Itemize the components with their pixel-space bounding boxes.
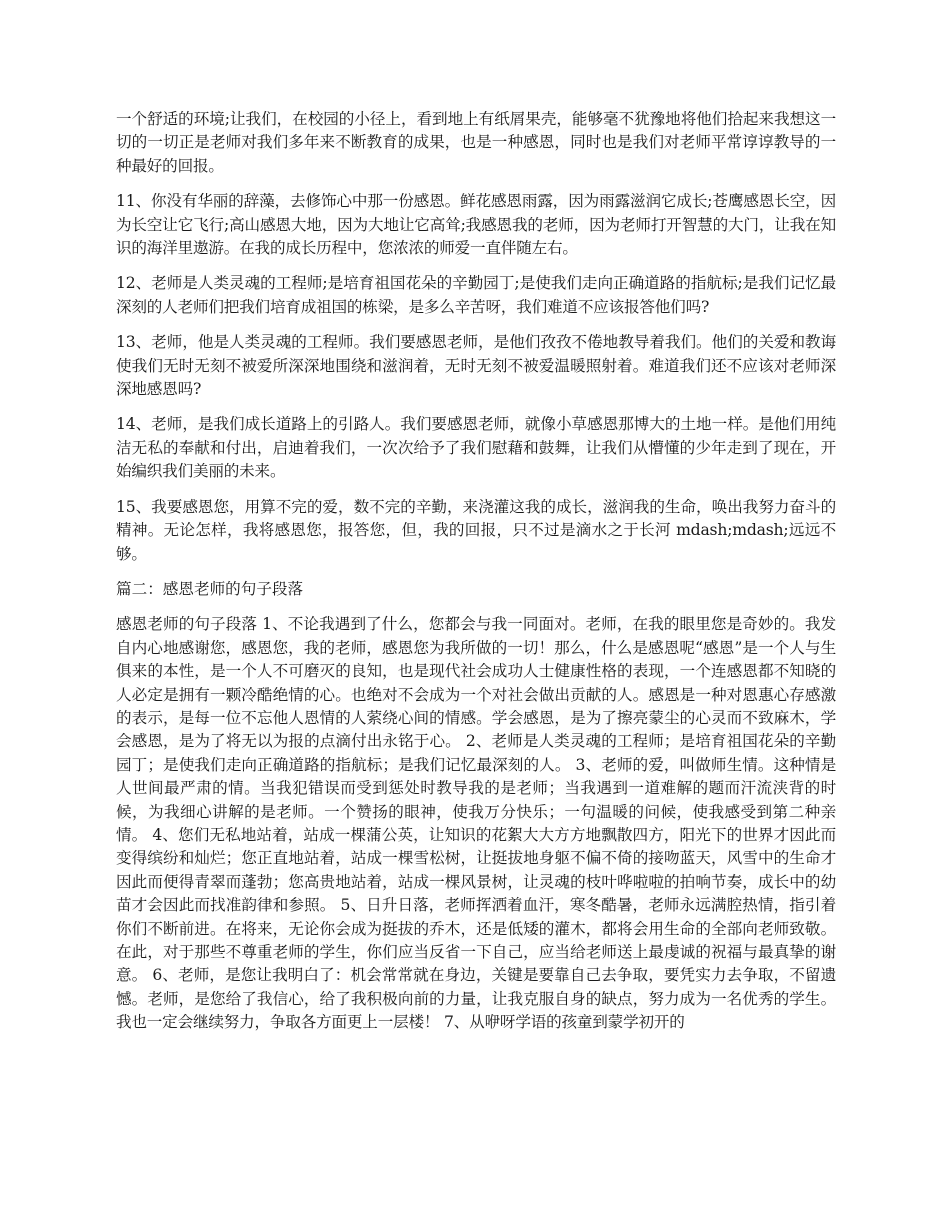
- section-heading: 篇二：感恩老师的句子段落: [116, 579, 304, 598]
- paragraph-12: 12、老师是人类灵魂的工程师;是培育祖国花朵的辛勤园丁;是使我们走向正确道路的指航标;是我们记忆最深刻的人老师们把我们培育成祖国的栋梁，是多么辛苦呀，我们难道不应该报答他们吗?: [116, 274, 836, 316]
- paragraph-intro: 一个舒适的环境;让我们，在校园的小径上，看到地上有纸屑果壳，能够毫不犹豫地将他们拾起来我想这一切的一切正是老师对我们多年来不断教育的成果，也是一种感恩，同时也是我们对老师平常谆谆教导的一种最好的回报。: [116, 110, 836, 175]
- paragraph-13: 13、老师，他是人类灵魂的工程师。我们要感恩老师，是他们孜孜不倦地教导着我们。他们的关爱和教诲使我们无时无刻不被爱所深深地围绕和滋润着，无时无刻不被爱温暖照射着。难道我们还不应该对老师深深地感恩吗?: [116, 333, 836, 399]
- document-page: [116, 108, 836, 1047]
- section-body: 感恩老师的句子段落 1、不论我遇到了什么，您都会与我一同面对。老师，在我的眼里您是奇妙的。我发自内心地感谢您，感恩您，我的老师，感恩您为我所做的一切！那么，什么是感恩呢“感恩”是一个人与生俱来的本性，是一个人不可磨灭的良知，也是现代社会成功人士健康性格的表现，一个连感恩都不知晓的人必定是拥有一颗冷酷绝情的心。也绝对不会成为一个对社会做出贡献的人。感恩是一种对恩惠心存感激的表示，是每一位不忘他人恩情的人萦绕心间的情感。学会感恩，是为了擦亮蒙尘的心灵而不致麻木，学会感恩，是为了将无以为报的点滴付出永铭于心。 2、老师是人类灵魂的工程师；是培育祖国花朵的辛勤园丁；是使我们走向正确道路的指航标；是我们记忆最深刻的人。 3、老师的爱，叫做师生情。这种情是人世间最严肃的情。当我犯错误而受到惩处时教导我的是老师；当我遇到一道难解的题而汗流浃背的时候，为我细心讲解的是老师。一个赞扬的眼神，使我万分快乐；一句温暖的问候，使我感受到第二种亲情。 4、您们无私地站着，站成一棵蒲公英，让知识的花絮大大方方地飘散四方，阳光下的世界才因此而变得缤纷和灿烂；您正直地站着，站成一棵雪松树，让挺拔地身躯不偏不倚的接吻蓝天，风雪中的生命才因此而便得青翠而蓬勃；您高贵地站着，站成一棵风景树，让灵魂的枝叶哗啦啦的拍响节奏，成长中的幼苗才会因此而找准韵律和参照。 5、日升日落，老师挥洒着血汗，寒冬酷暑，老师永远满腔热情，指引着你们不断前进。在将来，无论你会成为挺拔的乔木，还是低矮的灌木，都将会用生命的全部向老师致敬。在此，对于那些不尊重老师的学生，你们应当反省一下自己，应当给老师送上最虔诚的祝福与最真挚的谢意。 6、老师，是您让我明白了：机会常常就在身边，关键是要靠自己去争取，要凭实力去争取，不留遗憾。老师，是您给了我信心，给了我积极向前的力量，让我克服自身的缺点，努力成为一名优秀的学生。我也一定会继续努力，争取各方面更上一层楼！ 7、从咿呀学语的孩童到蒙学初开的: [116, 615, 836, 1032]
- paragraph-14: 14、老师，是我们成长道路上的引路人。我们要感恩老师，就像小草感恩那博大的土地一样。是他们用纯洁无私的奉献和付出，启迪着我们，一次次给予了我们慰藉和鼓舞，让我们从懵懂的少年走到了现在，开始编织我们美丽的未来。: [116, 415, 836, 481]
- paragraph-15: 15、我要感恩您，用算不完的爱，数不完的辛勤，来浇灌这我的成长，滋润我的生命，唤出我努力奋斗的精神。无论怎样，我将感恩您，报答您，但，我的回报，只不过是滴水之于长河 mdash;mdash;远远不够。: [116, 497, 836, 563]
- paragraph-11: 11、你没有华丽的辞藻，去修饰心中那一份感恩。鲜花感恩雨露，因为雨露滋润它成长;苍鹰感恩长空，因为长空让它飞行;高山感恩大地，因为大地让它高耸;我感恩我的老师，因为老师打开智慧的大门，让我在知识的海洋里遨游。在我的成长历程中，您浓浓的师爱一直伴随左右。: [116, 192, 836, 258]
